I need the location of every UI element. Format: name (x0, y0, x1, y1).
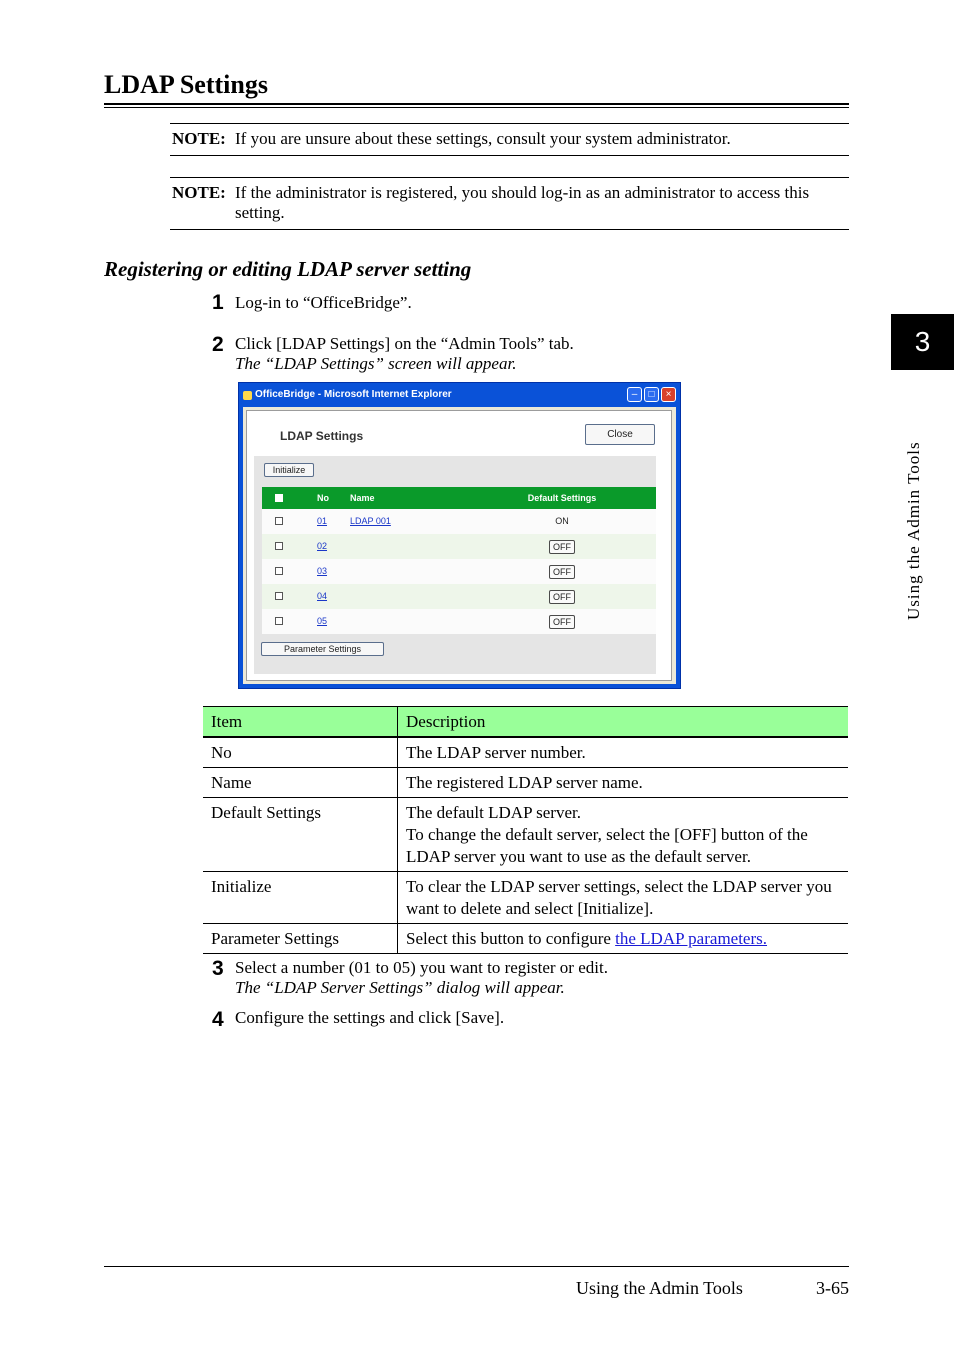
item-cell: Parameter Settings (203, 924, 398, 954)
page-number: 3-65 (816, 1278, 849, 1298)
step-result: The “LDAP Server Settings” dialog will appear. (235, 978, 565, 997)
item-cell: No (203, 737, 398, 768)
description-cell: The registered LDAP server name. (398, 768, 849, 798)
ldap-server-grid (262, 487, 656, 634)
minimize-icon[interactable]: – (627, 387, 642, 402)
title-rule-thin (104, 107, 849, 108)
page-title: LDAP Settings (104, 70, 268, 99)
column-no: No (317, 493, 329, 503)
note-label: NOTE: (172, 129, 226, 148)
description-prefix: Select this button to configure (406, 929, 616, 948)
close-window-icon[interactable]: × (661, 387, 676, 402)
row-number-link[interactable]: 03 (317, 566, 328, 576)
off-button[interactable]: OFF (549, 590, 575, 604)
item-cell: Default Settings (203, 798, 398, 872)
parameter-settings-button[interactable]: Parameter Settings (261, 642, 384, 656)
step-number: 3 (212, 957, 224, 980)
note-text: If the administrator is registered, you should log-in as an administrator to access this setting. (235, 183, 810, 222)
description-line: To change the default server, select the [OFF] button of the LDAP server you want to use as the default server. (406, 825, 808, 866)
table-row (203, 872, 848, 924)
table-row (203, 737, 848, 768)
row-checkbox[interactable] (275, 592, 283, 600)
grid-header (262, 487, 656, 509)
column-name: Name (350, 493, 375, 503)
table-header-row (203, 707, 848, 738)
row-number-link[interactable]: 01 (317, 516, 328, 526)
note-label: NOTE: (172, 183, 226, 202)
row-checkbox[interactable] (275, 617, 283, 625)
header-item: Item (203, 707, 398, 738)
footer-title: Using the Admin Tools (576, 1278, 743, 1298)
browser-window-screenshot (238, 382, 681, 689)
off-button[interactable]: OFF (549, 540, 575, 554)
column-default: Default Settings (527, 493, 597, 503)
note-text: If you are unsure about these settings, consult your system administrator. (235, 129, 731, 148)
table-row (262, 534, 656, 559)
row-checkbox[interactable] (275, 517, 283, 525)
description-line: The default LDAP server. (406, 803, 581, 822)
table-row (203, 798, 848, 872)
default-status: ON (555, 516, 569, 526)
row-checkbox[interactable] (275, 542, 283, 550)
table-row (262, 584, 656, 609)
step-number: 4 (212, 1008, 224, 1031)
off-button[interactable]: OFF (549, 615, 575, 629)
screen-title: LDAP Settings (280, 429, 364, 443)
description-table (203, 706, 848, 954)
note-box (170, 123, 849, 156)
header-description: Description (398, 707, 849, 738)
step-instruction: Select a number (01 to 05) you want to register or edit. (235, 958, 608, 977)
app-icon (243, 391, 252, 400)
page-content (246, 410, 672, 681)
step-number: 2 (212, 333, 224, 356)
table-row (203, 924, 848, 954)
title-rule (104, 103, 849, 105)
step-text (235, 334, 574, 374)
item-cell: Initialize (203, 872, 398, 924)
initialize-button[interactable]: Initialize (264, 463, 314, 477)
note-box (170, 177, 849, 230)
table-row (203, 768, 848, 798)
off-button[interactable]: OFF (549, 565, 575, 579)
step-text: Configure the settings and click [Save]. (235, 1008, 505, 1027)
row-checkbox[interactable] (275, 567, 283, 575)
maximize-icon[interactable]: □ (644, 387, 659, 402)
chapter-side-label: Using the Admin Tools (904, 441, 923, 620)
step-instruction: Click [LDAP Settings] on the “Admin Tools” tab. (235, 334, 574, 353)
window-client-area (243, 407, 676, 684)
footer-rule (104, 1266, 849, 1267)
description-cell: The LDAP server number. (398, 737, 849, 768)
window-title-text: OfficeBridge - Microsoft Internet Explorer (255, 389, 452, 400)
chapter-tab: 3 (891, 314, 954, 370)
row-number-link[interactable]: 02 (317, 541, 328, 551)
select-all-checkbox[interactable] (275, 494, 283, 502)
step-text (235, 958, 608, 998)
description-cell (398, 798, 849, 872)
description-cell: To clear the LDAP server settings, select the LDAP server you want to delete and select [Initialize]. (398, 872, 849, 924)
step-text: Log-in to “OfficeBridge”. (235, 293, 412, 312)
item-cell: Name (203, 768, 398, 798)
window-title (243, 386, 635, 404)
ldap-parameters-link[interactable]: the LDAP parameters. (615, 929, 768, 948)
row-name-link[interactable]: LDAP 001 (350, 516, 391, 526)
close-button[interactable]: Close (585, 424, 655, 445)
step-result: The “LDAP Settings” screen will appear. (235, 354, 517, 373)
table-row (262, 509, 656, 534)
row-number-link[interactable]: 05 (317, 616, 328, 626)
table-row (262, 559, 656, 584)
step-number: 1 (212, 291, 224, 314)
section-heading: Registering or editing LDAP server setting (104, 257, 472, 281)
row-number-link[interactable]: 04 (317, 591, 328, 601)
table-row (262, 609, 656, 634)
description-cell (398, 924, 849, 954)
